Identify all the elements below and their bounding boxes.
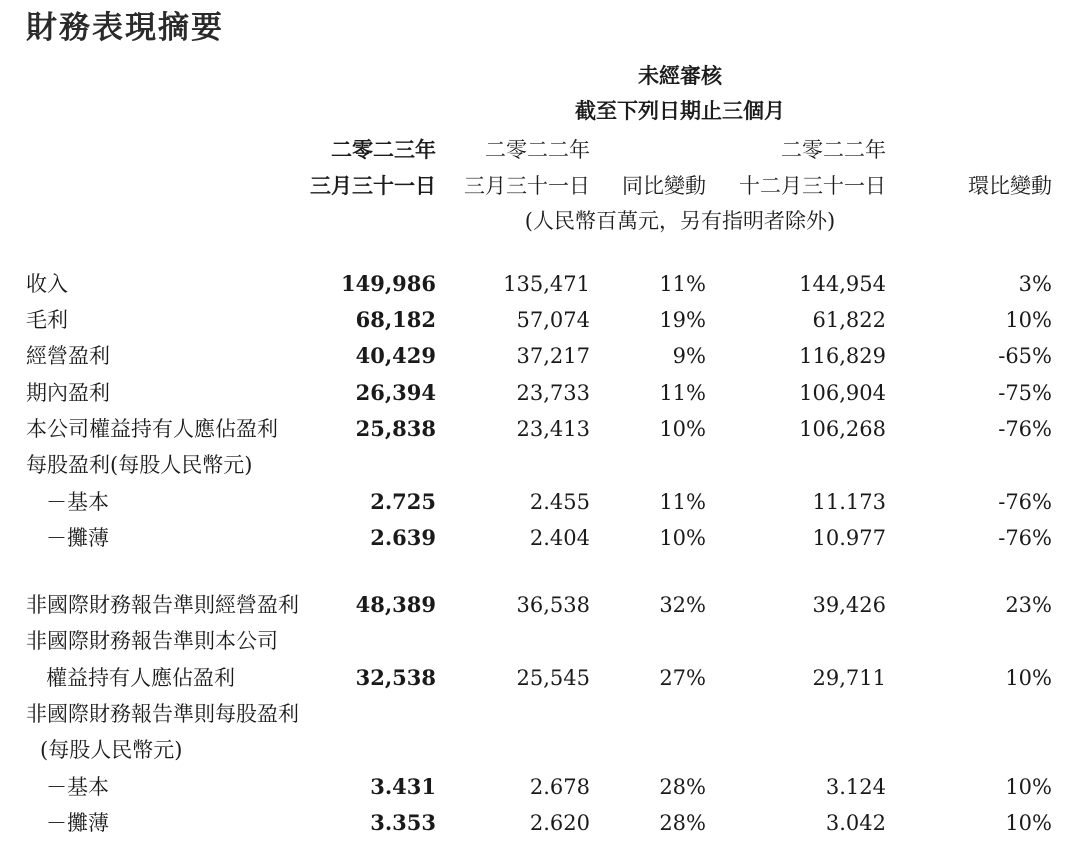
col3-header: 同比變動 [622, 174, 706, 198]
cell-2023q1: 2.639 [370, 525, 436, 550]
cell-2022q4: 39,426 [812, 593, 886, 617]
row-label: 非國際財務報告準則本公司 [26, 629, 278, 653]
cell-2023q1: 3.431 [370, 774, 436, 799]
table-row [0, 411, 1080, 447]
cell-2022q1: 23,733 [516, 381, 590, 405]
cell-2022q1: 25,545 [516, 666, 590, 690]
col1-date: 三月三十一日 [310, 173, 436, 198]
col4-date: 十二月三十一日 [739, 174, 886, 198]
table-row [0, 732, 1080, 768]
row-label: 經營盈利 [26, 344, 110, 368]
col5-header: 環比變動 [968, 174, 1052, 198]
table-row [0, 447, 1080, 483]
table-row [0, 805, 1080, 841]
cell-qoq: 10% [1005, 308, 1052, 332]
cell-qoq: -76% [998, 417, 1052, 441]
cell-yoy: 19% [659, 308, 706, 332]
table-row [0, 660, 1080, 696]
row-label: －攤薄 [46, 811, 109, 835]
table-row [0, 520, 1080, 556]
table-row [0, 587, 1080, 623]
cell-yoy: 11% [659, 490, 706, 514]
row-label: 每股盈利(每股人民幣元) [26, 453, 253, 477]
cell-2022q4: 116,829 [799, 344, 886, 368]
table-row [0, 769, 1080, 805]
cell-yoy: 28% [659, 811, 706, 835]
cell-qoq: -75% [998, 381, 1052, 405]
cell-2023q1: 149,986 [341, 271, 436, 296]
cell-qoq: -76% [998, 490, 1052, 514]
row-label: 非國際財務報告準則經營盈利 [26, 593, 299, 617]
row-label: 權益持有人應佔盈利 [46, 666, 235, 690]
cell-2023q1: 40,429 [355, 343, 436, 368]
cell-qoq: 3% [1018, 272, 1052, 296]
row-label: －基本 [46, 775, 109, 799]
cell-2022q4: 106,904 [799, 381, 886, 405]
cell-2023q1: 3.353 [370, 810, 436, 835]
cell-qoq: -76% [998, 526, 1052, 550]
cell-2022q1: 37,217 [516, 344, 590, 368]
cell-qoq: -65% [998, 344, 1052, 368]
table-row [0, 375, 1080, 411]
cell-2022q4: 144,954 [799, 272, 886, 296]
col1-year: 二零二三年 [331, 137, 436, 162]
cell-2022q4: 3.124 [825, 775, 886, 799]
table-row [0, 623, 1080, 659]
table-row [0, 266, 1080, 302]
cell-qoq: 23% [1005, 593, 1052, 617]
cell-yoy: 27% [659, 666, 706, 690]
unit-note: (人民幣百萬元，另有指明者除外) [524, 209, 836, 233]
cell-yoy: 32% [659, 593, 706, 617]
cell-2022q4: 61,822 [812, 308, 886, 332]
cell-2022q1: 2.678 [529, 775, 590, 799]
period-label: 截至下列日期止三個月 [575, 98, 785, 123]
row-label: －攤薄 [46, 526, 109, 550]
cell-2023q1: 48,389 [355, 592, 436, 617]
cell-yoy: 10% [659, 417, 706, 441]
cell-2022q4: 11.173 [812, 490, 886, 514]
cell-2022q1: 23,413 [516, 417, 590, 441]
cell-2022q1: 2.620 [529, 811, 590, 835]
cell-2022q1: 2.404 [529, 526, 590, 550]
cell-yoy: 11% [659, 381, 706, 405]
cell-2023q1: 32,538 [355, 665, 436, 690]
cell-2022q4: 106,268 [799, 417, 886, 441]
cell-2022q1: 135,471 [503, 272, 590, 296]
col2-date: 三月三十一日 [464, 174, 590, 198]
row-label: 收入 [26, 272, 68, 296]
col2-year: 二零二二年 [485, 138, 590, 162]
cell-2022q1: 2.455 [529, 490, 590, 514]
cell-2023q1: 25,838 [355, 416, 436, 441]
cell-2022q1: 36,538 [516, 593, 590, 617]
col4-year: 二零二二年 [781, 138, 886, 162]
table-row [0, 338, 1080, 374]
table-row [0, 302, 1080, 338]
cell-yoy: 28% [659, 775, 706, 799]
cell-qoq: 10% [1005, 775, 1052, 799]
page-title: 財務表現摘要 [26, 10, 224, 46]
cell-qoq: 10% [1005, 666, 1052, 690]
cell-yoy: 9% [672, 344, 706, 368]
row-label: 本公司權益持有人應佔盈利 [26, 417, 278, 441]
audit-label: 未經審核 [638, 63, 722, 88]
row-label: 期內盈利 [26, 381, 110, 405]
table-row [0, 484, 1080, 520]
cell-2023q1: 68,182 [355, 307, 436, 332]
cell-yoy: 11% [659, 272, 706, 296]
cell-2022q4: 3.042 [825, 811, 886, 835]
row-label: －基本 [46, 490, 109, 514]
table-row [0, 696, 1080, 732]
cell-yoy: 10% [659, 526, 706, 550]
cell-2023q1: 2.725 [370, 489, 436, 514]
row-label: (每股人民幣元) [40, 738, 183, 762]
cell-2022q1: 57,074 [516, 308, 590, 332]
cell-2023q1: 26,394 [355, 380, 436, 405]
cell-2022q4: 10.977 [812, 526, 886, 550]
cell-qoq: 10% [1005, 811, 1052, 835]
row-label: 非國際財務報告準則每股盈利 [26, 702, 299, 726]
row-label: 毛利 [26, 308, 68, 332]
cell-2022q4: 29,711 [812, 666, 886, 690]
